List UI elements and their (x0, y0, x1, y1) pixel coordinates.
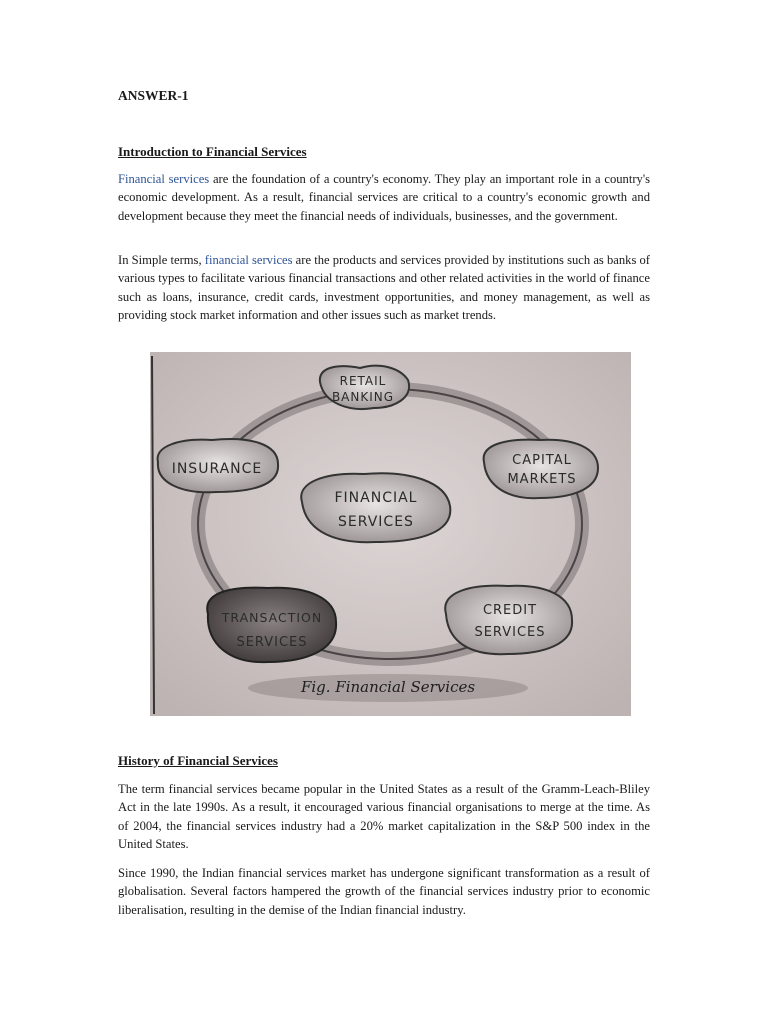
credit-label-line2: SERVICES (474, 625, 546, 640)
node-capital-markets (484, 440, 598, 499)
transaction-label-line2: SERVICES (236, 635, 308, 650)
node-financial-services (301, 473, 450, 542)
history-paragraph-1: The term financial services became popular in the United States as a result of the Gramm-Leach-Bliley Act in the late 1990s. As a result, it encouraged various financial organisations to merge at the time. As of 2004, the financial services industry had a 20% market capitalization in the S&P 500 index in the United States. (118, 782, 650, 852)
intro-heading: Introduction to Financial Services (118, 144, 307, 159)
center-label-line1: FINANCIAL (334, 490, 418, 506)
node-insurance (158, 439, 279, 492)
transaction-label-line1: TRANSACTION (221, 610, 323, 625)
insurance-label: INSURANCE (171, 461, 263, 477)
intro-paragraph-2 (118, 251, 650, 325)
history-paragraph-2: Since 1990, the Indian financial services market has undergone significant transformation as a result of globalisation. Several factors hampered the growth of the financial services industry prior to economic liberalisation, resulting in the demise of the Indian financial industry. (118, 866, 650, 917)
credit-label-line1: CREDIT (482, 603, 538, 618)
hand-drawn-diagram (150, 352, 631, 716)
intro-p1-text: are the foundation of a country's economy. They play an important role in a country's economic development. As a result, financial services are critical to a country's economic growth and development because they meet the financial needs of individuals, businesses, and the government. (118, 172, 650, 223)
node-transaction-services (207, 588, 336, 662)
answer-heading: ANSWER-1 (118, 88, 189, 103)
node-credit-services (445, 586, 572, 654)
financial-services-link-1[interactable]: Financial services (118, 172, 210, 186)
center-label-line2: SERVICES (338, 514, 414, 530)
intro-p2-start: In Simple terms, (118, 253, 205, 267)
node-retail-banking (320, 366, 409, 409)
history-heading: History of Financial Services (118, 753, 278, 768)
figure-caption: Fig. Financial Services (300, 678, 476, 696)
retail-label-line2: BANKING (331, 390, 395, 404)
financial-services-figure (150, 352, 631, 716)
capital-label-line1: CAPITAL (512, 453, 572, 468)
capital-label-line2: MARKETS (507, 472, 577, 487)
retail-label-line1: RETAIL (339, 374, 387, 388)
intro-paragraph-1 (118, 170, 650, 225)
financial-services-link-2[interactable]: financial services (204, 253, 293, 267)
intro-p2-text: are the products and services provided by institutions such as banks of various types to facilitate various financial transactions and other related activities in the world of finance such as loans, insurance, credit cards, investment opportunities, and money management, as well as providing stock market information and other issues such as market trends. (118, 253, 651, 323)
